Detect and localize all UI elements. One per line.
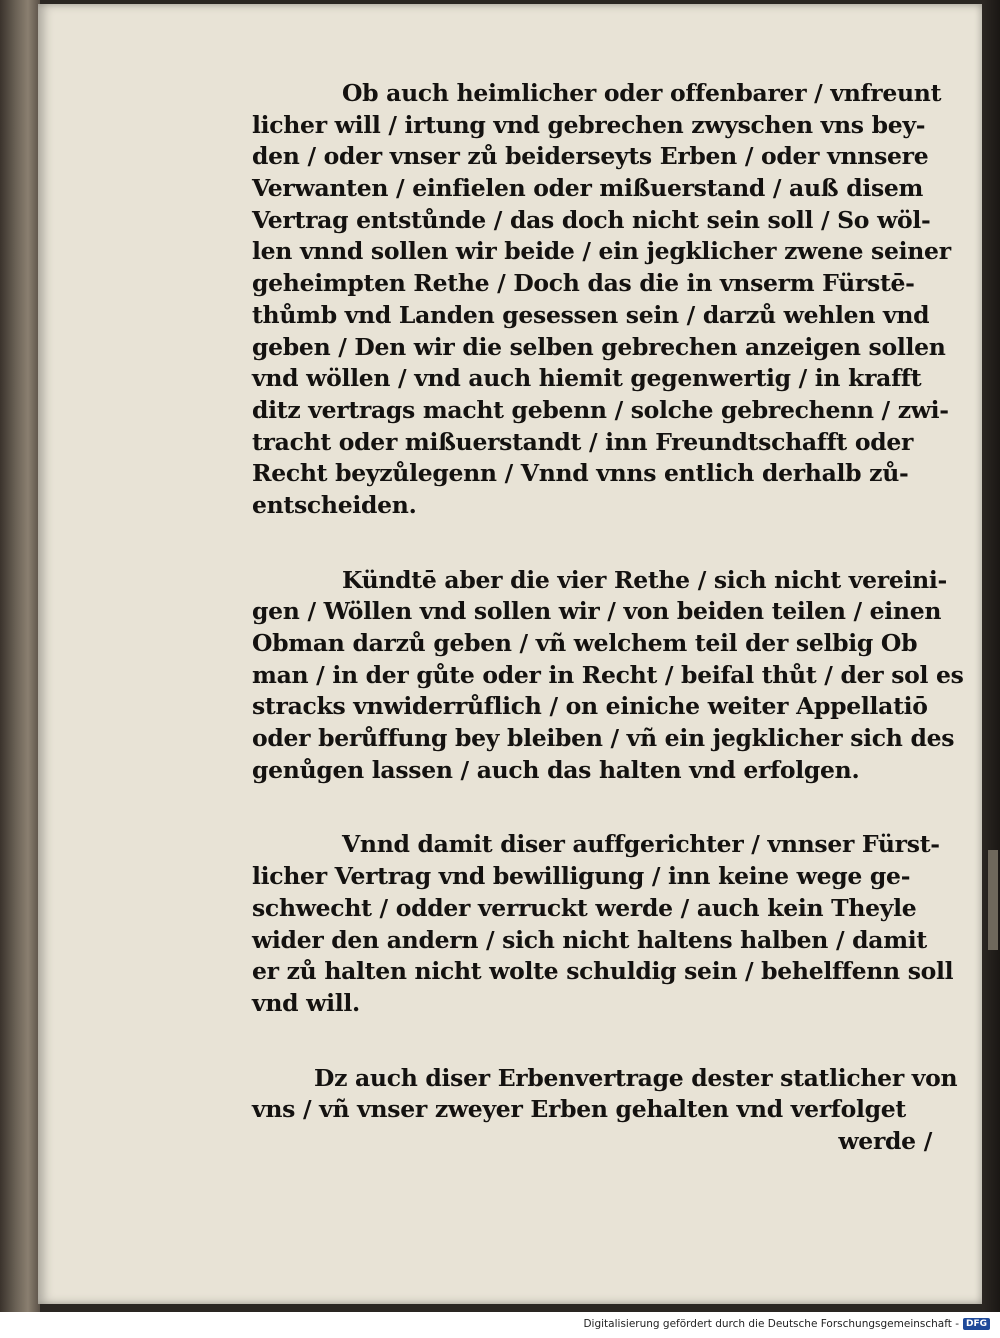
text-line: schwecht / odder verruckt werde / auch kein Theyle: [252, 893, 917, 922]
credit-text: Digitalisierung gefördert durch die Deutsche Forschungsgemeinschaft -: [583, 1318, 959, 1330]
page-text: [252, 78, 964, 1158]
text-line: Kündtē aber die vier Rethe / sich nicht vereini-: [342, 565, 947, 594]
text-line: tracht oder mißuerstandt / inn Freundtschafft oder: [252, 427, 914, 456]
paragraph-4: [252, 1063, 958, 1158]
text-line: man / in der gůte oder in Recht / beifal thůt / der sol es: [252, 660, 964, 689]
text-line: vnd wöllen / vnd auch hiemit gegenwertig / in krafft: [252, 364, 922, 393]
text-line: genůgen lassen / auch das halten vnd erfolgen.: [252, 755, 860, 784]
text-line: Ob auch heimlicher oder offenbarer / vnfreunt: [342, 79, 942, 107]
text-line: vns / vñ vnser zweyer Erben gehalten vnd verfolget: [252, 1095, 906, 1124]
text-line: entscheiden.: [252, 490, 417, 519]
text-line: Verwanten / einfielen oder mißuerstand / auß disem: [252, 174, 924, 203]
text-line: ditz vertrags macht gebenn / solche gebrechenn / zwi-: [252, 395, 949, 424]
text-line: geben / Den wir die selben gebrechen anzeigen sollen: [252, 332, 946, 361]
digitization-credit: [583, 1318, 990, 1330]
text-line: gen / Wöllen vnd sollen wir / von beiden teilen / einen: [252, 597, 942, 626]
text-line: licher will / irtung vnd gebrechen zwyschen vns bey-: [252, 110, 926, 139]
paragraph-1: [252, 78, 951, 522]
text-line: vnd will.: [252, 988, 360, 1017]
page-right-edge: [982, 0, 1000, 1312]
text-line: Vertrag entstůnde / das doch nicht sein soll / So wöl-: [252, 205, 931, 234]
text-line: er zů halten nicht wolte schuldig sein / behelffenn soll: [252, 957, 954, 986]
text-line: Vnnd damit diser auffgerichter / vnnser Fürst-: [342, 830, 940, 859]
text-line: oder berůffung bey bleiben / vñ ein jegklicher sich des: [252, 724, 955, 753]
dfg-logo: DFG: [963, 1318, 990, 1330]
text-line: Recht beyzůlegenn / Vnnd vnns entlich derhalb zů-: [252, 459, 909, 488]
text-line: Obman darzů geben / vñ welchem teil der selbig Ob: [252, 629, 918, 657]
text-line: Dz auch diser Erbenvertrage dester statlicher von: [314, 1063, 958, 1092]
paragraph-2: [252, 565, 964, 787]
text-line: thůmb vnd Landen gesessen sein / darzů wehlen vnd: [252, 300, 930, 329]
catchword: werde /: [838, 1126, 932, 1155]
book-spine-edge: [0, 0, 40, 1312]
text-line: len vnnd sollen wir beide / ein jegklicher zwene seiner: [252, 237, 951, 266]
text-line: geheimpten Rethe / Doch das die in vnserm Fürstē-: [252, 269, 915, 298]
edge-strip: [988, 850, 998, 950]
text-line: wider den andern / sich nicht haltens halben / damit: [252, 925, 927, 954]
text-line: den / oder vnser zů beiderseyts Erben / oder vnnsere: [252, 142, 929, 171]
paragraph-3: [252, 829, 954, 1019]
text-line: stracks vnwiderrůflich / on einiche weiter Appellatiō: [252, 692, 928, 721]
text-line: licher Vertrag vnd bewilligung / inn keine wege ge-: [252, 862, 911, 891]
